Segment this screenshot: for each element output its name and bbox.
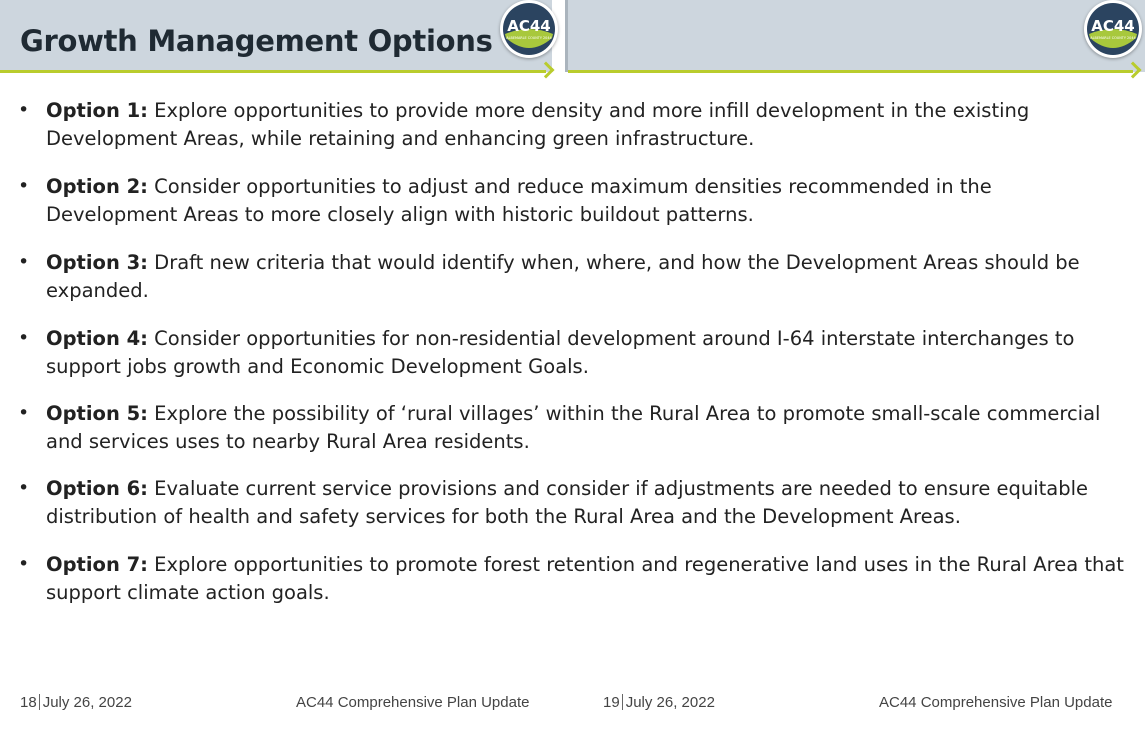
option-item: [18, 249, 1128, 304]
page-title: Growth Management Options: [20, 24, 493, 58]
bullet-icon: •: [18, 251, 30, 273]
option-text: Consider opportunities to adjust and reduce maximum densities recommended in the Development Areas to more closely align with historic buildout patterns.: [46, 175, 992, 226]
bullet-icon: •: [18, 553, 30, 575]
footer-doc-title-right: AC44 Comprehensive Plan Update: [879, 694, 1113, 711]
footer-page-date-left: [20, 694, 132, 711]
header-band-right: [568, 0, 1145, 72]
page-number: 19: [603, 694, 620, 711]
footer-separator: [622, 694, 623, 710]
footer-date: July 26, 2022: [42, 694, 132, 711]
option-text: Explore opportunities to provide more density and more infill development in the existing Development Areas, while retaining and enhancing green infrastructure.: [46, 99, 1030, 150]
option-text: Explore opportunities to promote forest retention and regenerative land uses in the Rural Area that support climate action goals.: [46, 553, 1124, 604]
option-item: [18, 400, 1128, 455]
option-item: [18, 173, 1128, 228]
footer-date: July 26, 2022: [625, 694, 715, 711]
header-rule-left: [0, 70, 546, 73]
option-item: [18, 97, 1128, 152]
option-item: [18, 551, 1128, 606]
svg-text:AC44: AC44: [1091, 17, 1135, 35]
option-label: Option 1:: [46, 99, 148, 122]
footer-page-date-right: [603, 694, 715, 711]
svg-text:ALBEMARLE COUNTY 2044: ALBEMARLE COUNTY 2044: [1090, 36, 1136, 40]
page-number: 18: [20, 694, 37, 711]
option-label: Option 6:: [46, 477, 148, 500]
header-rule-right: [568, 70, 1133, 73]
bullet-icon: •: [18, 327, 30, 349]
bullet-icon: •: [18, 99, 30, 121]
footer-doc-title-left: AC44 Comprehensive Plan Update: [296, 694, 530, 711]
footer-separator: [39, 694, 40, 710]
bullet-icon: •: [18, 402, 30, 424]
ac44-logo: [1084, 0, 1142, 58]
option-item: [18, 475, 1128, 530]
option-text: Explore the possibility of ‘rural villages’ within the Rural Area to promote small-scale commercial and services uses to nearby Rural Area residents.: [46, 402, 1101, 453]
option-label: Option 5:: [46, 402, 148, 425]
option-text: Draft new criteria that would identify when, where, and how the Development Areas should be expanded.: [46, 251, 1080, 302]
option-label: Option 3:: [46, 251, 148, 274]
bullet-icon: •: [18, 175, 30, 197]
option-text: Consider opportunities for non-residential development around I-64 interstate interchanges to support jobs growth and Economic Development Goals.: [46, 327, 1075, 378]
options-list: [18, 97, 1128, 606]
option-label: Option 2:: [46, 175, 148, 198]
ac44-logo: [500, 0, 558, 58]
option-label: Option 7:: [46, 553, 148, 576]
svg-text:ALBEMARLE COUNTY 2044: ALBEMARLE COUNTY 2044: [506, 36, 552, 40]
option-item: [18, 325, 1128, 380]
svg-text:AC44: AC44: [507, 17, 551, 35]
bullet-icon: •: [18, 477, 30, 499]
option-label: Option 4:: [46, 327, 148, 350]
option-text: Evaluate current service provisions and consider if adjustments are needed to ensure equitable distribution of health and safety services for both the Rural Area and the Development Areas.: [46, 477, 1089, 528]
